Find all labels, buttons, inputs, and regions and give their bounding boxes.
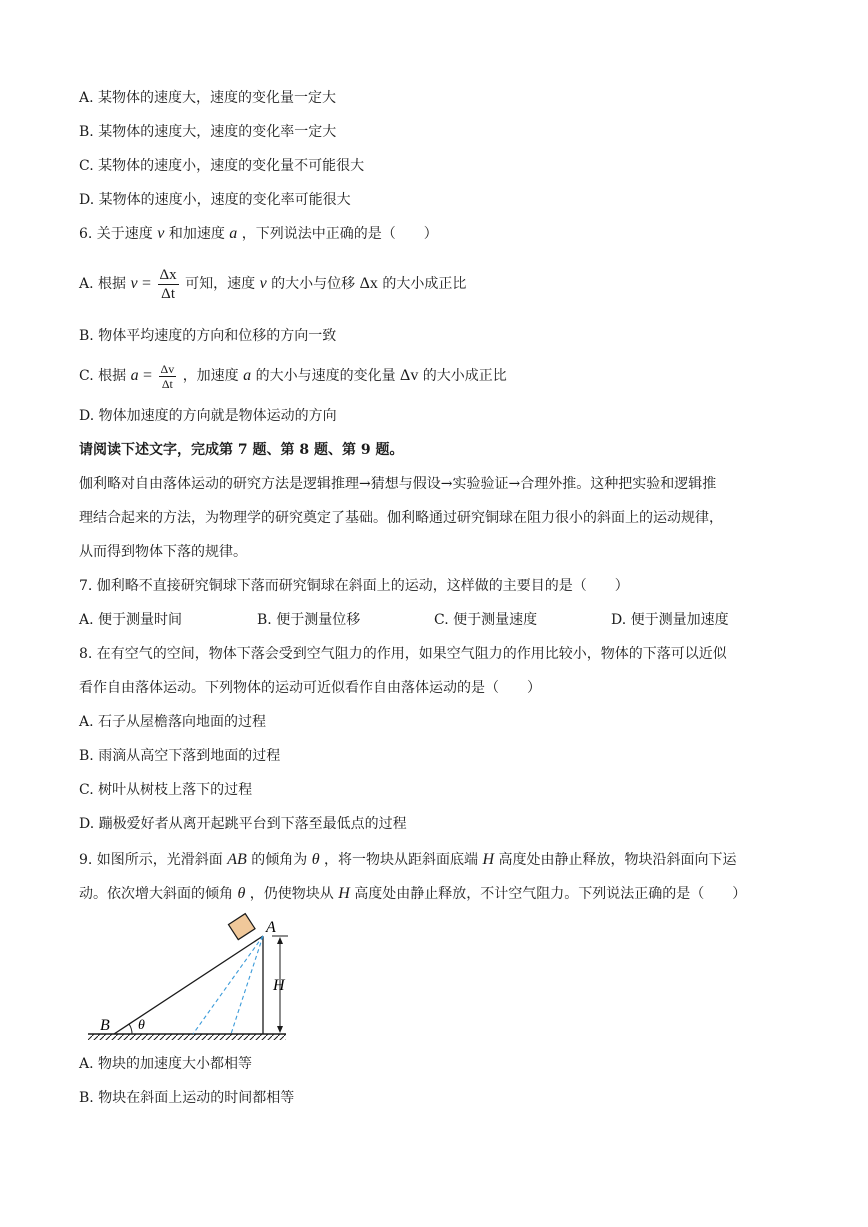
dashed-incline-1 xyxy=(193,936,263,1034)
q9-s2-mid: ，仍使物块从 xyxy=(249,886,334,902)
fraction-numerator: Δv xyxy=(160,361,175,376)
q7-options xyxy=(79,610,779,630)
label-a: A xyxy=(266,919,276,936)
fraction-dv-dt xyxy=(159,362,177,391)
q9-s1-pre: 9. 如图所示，光滑斜面 xyxy=(79,852,223,868)
q7-option-c: C. 便于测量速度 xyxy=(434,612,538,628)
q8-option-a: A. 石子从屋檐落向地面的过程 xyxy=(79,714,267,730)
incline-diagram xyxy=(80,910,300,1050)
q6-a-mid2: 的大小与位移 xyxy=(271,276,356,292)
equals-sign: = xyxy=(143,367,153,384)
passage-line-2: 理结合起来的方法，为物理学的研究奠定了基础。伽利略通过研究铜球在阻力很小的斜面上的运动规律， xyxy=(79,510,723,526)
q9-s1-mid2: ，将一物块从距斜面底端 xyxy=(324,852,479,868)
reading-heading: 请阅读下述文字，完成第 7 题、第 8 题、第 9 题。 xyxy=(79,442,404,458)
fraction-denominator: Δt xyxy=(161,285,175,302)
fraction-numerator: Δx xyxy=(159,266,177,283)
label-b: B xyxy=(100,1017,110,1034)
q6-option-a xyxy=(79,262,466,306)
q9-stem-line-1 xyxy=(79,850,737,870)
passage-line-3: 从而得到物体下落的规律。 xyxy=(79,544,247,560)
var-h: H xyxy=(482,851,495,868)
q6-c-mid1: ，加速度 xyxy=(182,368,239,384)
formula-v: v xyxy=(130,275,138,292)
dashed-incline-2 xyxy=(231,936,263,1034)
q7-option-b: B. 便于测量位移 xyxy=(257,612,361,628)
q9-option-a: A. 物块的加速度大小都相等 xyxy=(79,1056,253,1072)
equals-sign: = xyxy=(142,275,152,292)
var-theta: θ xyxy=(311,851,320,868)
q6-option-d: D. 物体加速度的方向就是物体运动的方向 xyxy=(79,408,337,424)
formula-a: a xyxy=(130,367,139,384)
var-v: v xyxy=(157,225,165,242)
q6-a-mid1: 可知，速度 xyxy=(185,276,256,292)
q7-stem: 7. 伽利略不直接研究铜球下落而研究铜球在斜面上的运动，这样做的主要目的是（ ） xyxy=(79,578,629,594)
var-delta-v: Δv xyxy=(400,367,419,384)
var-a: a xyxy=(229,225,238,242)
var-theta: θ xyxy=(237,885,246,902)
q8-option-d: D. 蹦极爱好者从离开起跳平台到下落至最低点的过程 xyxy=(79,816,407,832)
q5-option-c: C. 某物体的速度小，速度的变化量不可能很大 xyxy=(79,158,365,174)
q6-option-b: B. 物体平均速度的方向和位移的方向一致 xyxy=(79,328,337,344)
q6-a-post: 的大小成正比 xyxy=(382,276,467,292)
q9-s1-post: 高度处由静止释放，物块沿斜面向下运 xyxy=(498,852,737,868)
q6-stem-pre: 6. 关于速度 xyxy=(79,226,153,242)
q5-option-a: A. 某物体的速度大，速度的变化量一定大 xyxy=(79,90,337,106)
q5-option-b: B. 某物体的速度大，速度的变化率一定大 xyxy=(79,124,337,140)
var-a: a xyxy=(243,367,252,384)
q7-option-a: A. 便于测量时间 xyxy=(79,612,183,628)
var-v: v xyxy=(259,275,267,292)
passage-line-1: 伽利略对自由落体运动的研究方法是逻辑推理→猜想与假设→实验验证→合理外推。这种把实验和逻辑推 xyxy=(79,476,717,492)
q5-option-d: D. 某物体的速度小，速度的变化率可能很大 xyxy=(79,192,351,208)
var-h: H xyxy=(338,885,350,902)
var-delta-x: Δx xyxy=(359,275,378,292)
var-ab: AB xyxy=(227,851,247,868)
block xyxy=(228,914,255,940)
q8-stem-line-2: 看作自由落体运动。下列物体的运动可近似看作自由落体运动的是（ ） xyxy=(79,680,541,696)
angle-arc xyxy=(129,1024,132,1034)
q6-c-mid2: 的大小与速度的变化量 xyxy=(255,368,396,384)
q9-stem-line-2 xyxy=(79,884,746,904)
q8-option-c: C. 树叶从树枝上落下的过程 xyxy=(79,782,253,798)
q6-c-post: 的大小成正比 xyxy=(422,368,507,384)
q6-stem-post: ，下列说法中正确的是（ ） xyxy=(241,226,438,242)
q6-stem-mid: 和加速度 xyxy=(168,226,225,242)
height-arrow-down xyxy=(277,1026,283,1033)
q8-option-b: B. 雨滴从高空下落到地面的过程 xyxy=(79,748,281,764)
q7-option-d: D. 便于测量加速度 xyxy=(611,612,729,628)
fraction-denominator: Δt xyxy=(161,376,173,391)
q9-s2-post: 高度处由静止释放，不计空气阻力。下列说法正确的是（ ） xyxy=(354,886,747,902)
q9-s1-mid: 的倾角为 xyxy=(251,852,308,868)
label-h: H xyxy=(273,977,285,994)
incline-line xyxy=(114,936,263,1034)
label-theta: θ xyxy=(138,1018,145,1033)
q6-stem xyxy=(79,224,438,244)
q8-stem-line-1: 8. 在有空气的空间，物体下落会受到空气阻力的作用，如果空气阻力的作用比较小，物体的下落可以近似 xyxy=(79,646,727,662)
ground-hatch xyxy=(88,1034,286,1040)
fraction-dx-dt xyxy=(158,266,179,303)
q6-c-pre: C. 根据 xyxy=(79,368,127,384)
q6-option-c xyxy=(79,356,507,396)
q9-s2-pre: 动。依次增大斜面的倾角 xyxy=(79,886,233,902)
height-arrow-up xyxy=(277,937,283,944)
q6-a-pre: A. 根据 xyxy=(79,276,127,292)
q9-option-b: B. 物块在斜面上运动的时间都相等 xyxy=(79,1090,295,1106)
